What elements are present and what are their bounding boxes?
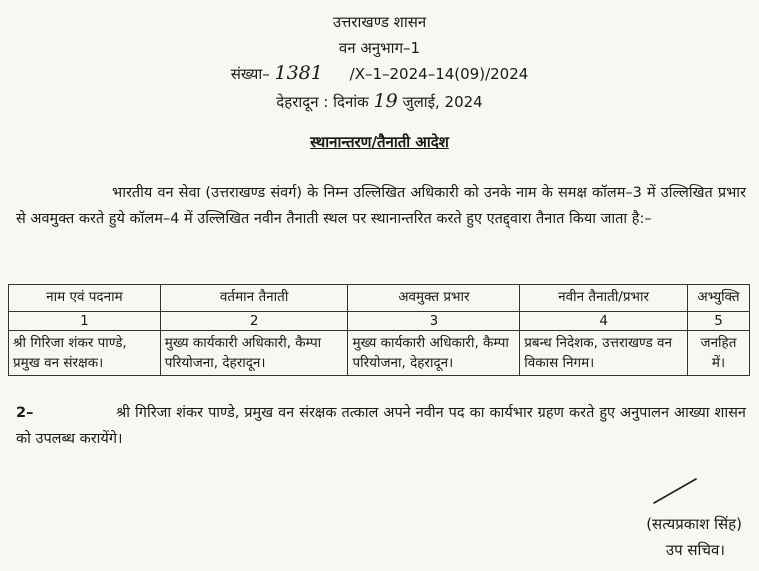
current-posting-cell: मुख्य कार्यकारी अधिकारी, कैम्पा परियोजना, देहरादून।: [160, 331, 348, 376]
handwritten-day: 19: [373, 90, 398, 112]
date-suffix: जुलाई, 2024: [402, 93, 483, 111]
header-new-posting: नवीन तैनाती/प्रभार: [520, 285, 688, 312]
table-header-row: [9, 285, 750, 312]
reference-number: [0, 62, 759, 84]
signatory-name: (सत्यप्रकाश सिंह): [646, 515, 742, 533]
header-relieved-charge: अवमुक्त प्रभार: [348, 285, 520, 312]
table-number-row: [9, 312, 750, 331]
paragraph-number: 2–: [16, 405, 34, 421]
subject-title: [0, 132, 759, 152]
section-heading: वन अनुभाग–1: [338, 39, 421, 57]
table-row: [9, 331, 750, 376]
column-number: 1: [9, 312, 161, 331]
signatory-designation: उप सचिव।: [665, 541, 725, 559]
column-number: 5: [687, 312, 749, 331]
date-prefix: देहरादून : दिनांक: [276, 93, 369, 111]
intro-paragraph: भारतीय वन सेवा (उत्तराखण्ड संवर्ग) के निम्न उल्लिखित अधिकारी को उनके नाम के समक्ष कॉलम–3 में उल्लिखित प्रभार से अवमुक्त करते हुये कॉलम–4 में उल्लिखित नवीन तैनाती स्थल पर स्थानान्तरित करते हुए एतद्द्वारा तैनात किया जाता है:–: [16, 185, 746, 227]
header-remarks: अभ्युक्ति: [687, 285, 749, 312]
column-number: 4: [520, 312, 688, 331]
signature-mark: [650, 476, 700, 506]
subject-text: स्थानान्तरण/तैनाती आदेश: [310, 133, 449, 151]
number-label: संख्या–: [230, 65, 270, 83]
order-date: [0, 90, 759, 112]
column-number: 3: [348, 312, 520, 331]
transfer-table: [8, 284, 750, 376]
govt-heading: उत्तराखण्ड शासन: [332, 13, 427, 31]
column-number: 2: [160, 312, 348, 331]
header-current-posting: वर्तमान तैनाती: [160, 285, 348, 312]
number-suffix: /X–1–2024–14(09)/2024: [349, 65, 529, 83]
handwritten-number: 1381: [274, 62, 323, 84]
paragraph-two: [16, 400, 746, 452]
relieved-charge-cell: मुख्य कार्यकारी अधिकारी, कैम्पा परियोजना, देहरादून।: [348, 331, 520, 376]
paragraph-two-text: श्री गिरिजा शंकर पाण्डे, प्रमुख वन संरक्षक तत्काल अपने नवीन पद का कार्यभार ग्रहण करते हुए अनुपालन आख्या शासन को उपलब्ध करायेंगे।: [16, 405, 746, 447]
officer-name-cell: श्री गिरिजा शंकर पाण्डे, प्रमुख वन संरक्षक।: [9, 331, 161, 376]
remarks-cell: जनहित में।: [687, 331, 749, 376]
new-posting-cell: प्रबन्ध निदेशक, उत्तराखण्ड वन विकास निगम।: [520, 331, 688, 376]
header-name: नाम एवं पदनाम: [9, 285, 161, 312]
